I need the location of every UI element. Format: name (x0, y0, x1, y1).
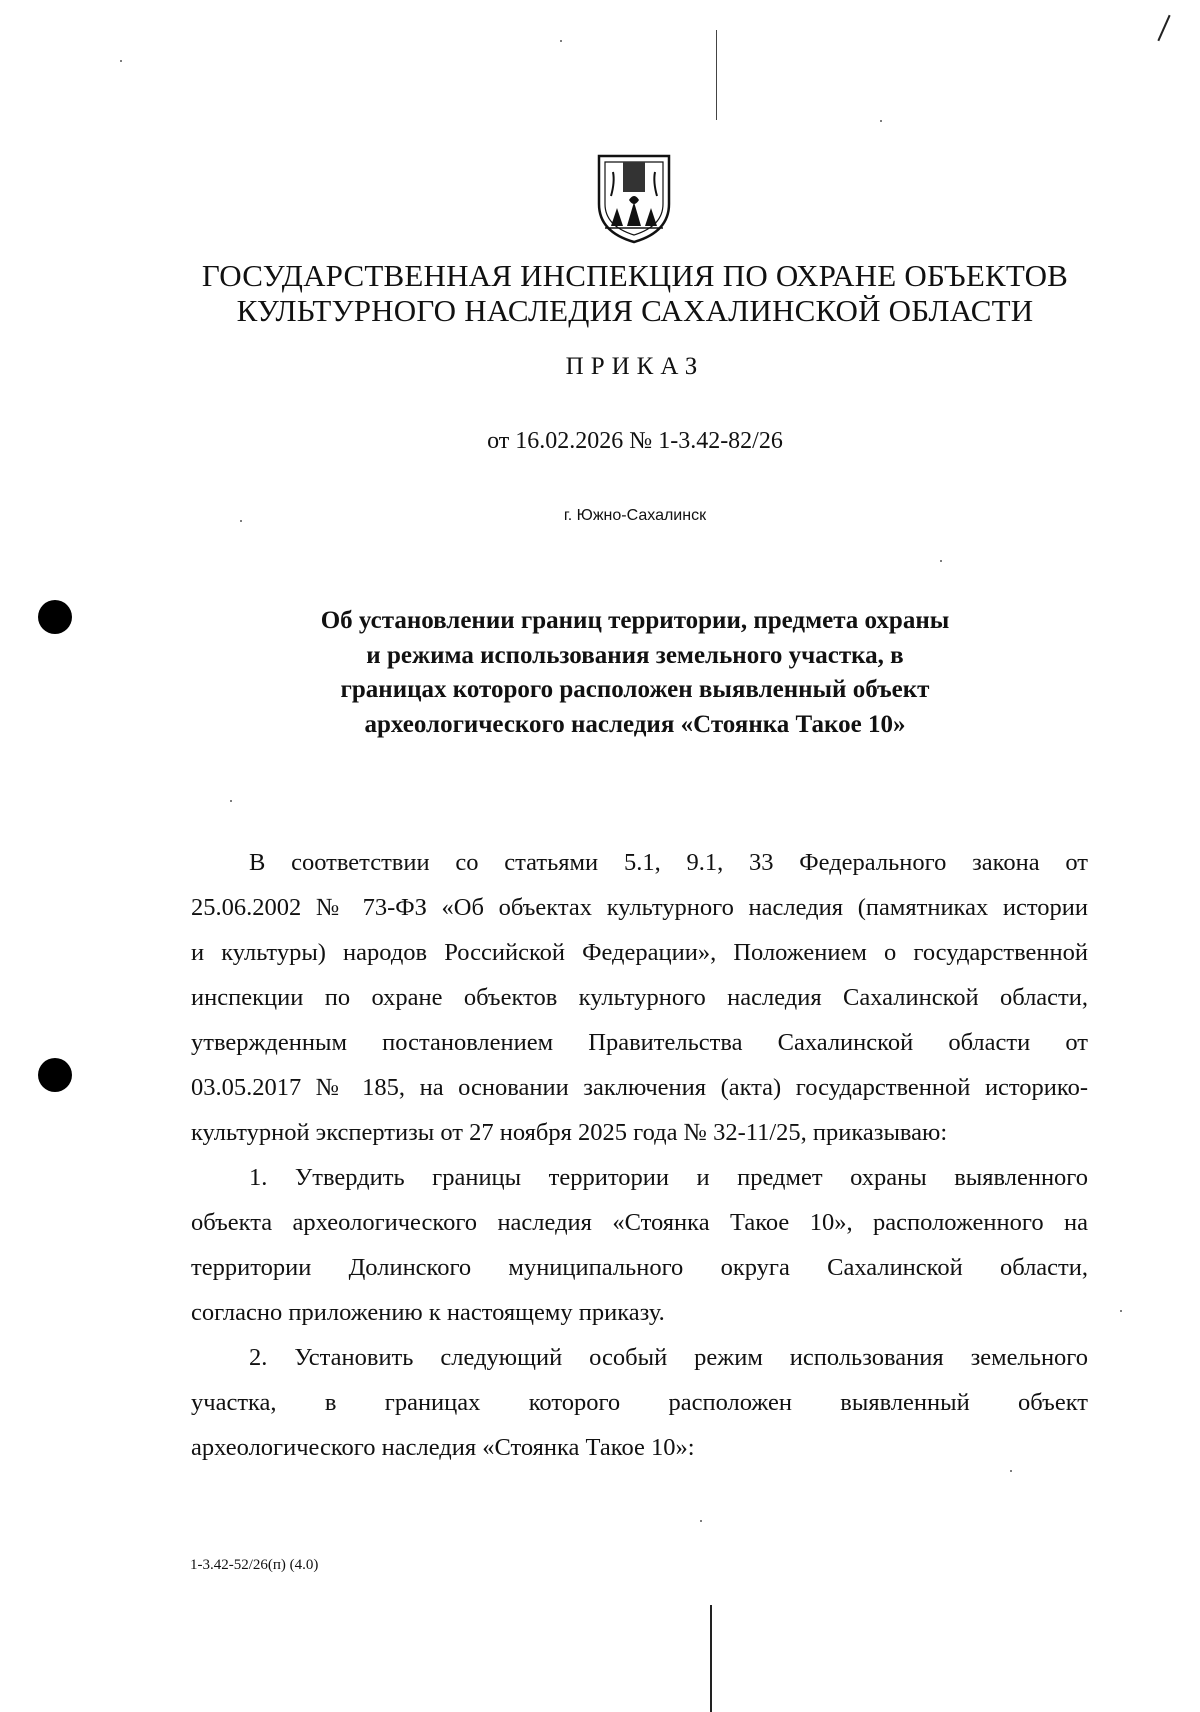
body-line: 03.05.2017 № 185, на основании заключения (акта) государственной историко- (191, 1074, 1088, 1101)
organization-title (120, 258, 1150, 328)
organization-title-line: ГОСУДАРСТВЕННАЯ ИНСПЕКЦИЯ ПО ОХРАНЕ ОБЪЕКТОВ (201, 258, 1069, 293)
document-subject (200, 604, 1070, 742)
body-line: В соответствии со статьями 5.1, 9.1, 33 Федерального закона от (249, 849, 1088, 876)
organization-title-line: КУЛЬТУРНОГО НАСЛЕДИЯ САХАЛИНСКОЙ ОБЛАСТИ (236, 293, 1034, 328)
preamble-paragraph (191, 840, 1088, 1155)
scan-speck (880, 120, 882, 122)
sakhalin-coat-of-arms-icon (593, 152, 675, 244)
document-kind: ПРИКАЗ (565, 353, 705, 380)
body-line: утвержденным постановлением Правительства Сахалинской области от (191, 1029, 1088, 1056)
body-line: участка, в границах которого расположен выявленный объект (191, 1389, 1088, 1416)
scan-line (716, 30, 717, 120)
subject-line: археологического наследия «Стоянка Такое 10» (364, 710, 906, 738)
body-line: культурной экспертизы от 27 ноября 2025 года № 32-11/25, приказываю: (191, 1119, 948, 1146)
item-1-paragraph (191, 1155, 1088, 1335)
scan-speck (560, 40, 562, 42)
document-body (191, 840, 1088, 1470)
subject-line: Об установлении границ территории, предмета охраны (320, 607, 950, 634)
body-line: и культуры) народов Российской Федерации», Положением о государственной (191, 939, 1088, 966)
scan-speck (700, 1520, 702, 1522)
item-2-paragraph (191, 1335, 1088, 1470)
punch-hole (38, 600, 72, 634)
body-line: 25.06.2002 № 73-ФЗ «Об объектах культурного наследия (памятниках истории (191, 894, 1088, 921)
subject-line: и режима использования земельного участка, в (366, 641, 904, 669)
body-line: территории Долинского муниципального округа Сахалинской области, (191, 1254, 1088, 1281)
scan-speck (120, 60, 122, 62)
body-line: согласно приложению к настоящему приказу. (191, 1299, 665, 1326)
scan-line (710, 1605, 712, 1712)
document-city: г. Южно-Сахалинск (563, 507, 707, 524)
body-line: 2. Установить следующий особый режим использования земельного (249, 1344, 1088, 1371)
scan-speck (230, 800, 232, 802)
document-number: от 16.02.2026 № 1-3.42-82/26 (487, 428, 783, 454)
punch-hole (38, 1058, 72, 1092)
body-line: археологического наследия «Стоянка Такое 10»: (191, 1434, 695, 1461)
scan-mark (1157, 15, 1170, 41)
body-line: 1. Утвердить границы территории и предмет охраны выявленного (249, 1164, 1088, 1191)
scan-speck (940, 560, 942, 562)
subject-line: границах которого расположен выявленный объект (340, 676, 930, 703)
scan-speck (1010, 1470, 1012, 1472)
body-line: инспекции по охране объектов культурного наследия Сахалинской области, (191, 984, 1088, 1011)
footer-document-code: 1-3.42-52/26(п) (4.0) (190, 1557, 319, 1573)
body-line: объекта археологического наследия «Стоянка Такое 10», расположенного на (191, 1209, 1088, 1236)
scan-speck (1120, 1310, 1122, 1312)
